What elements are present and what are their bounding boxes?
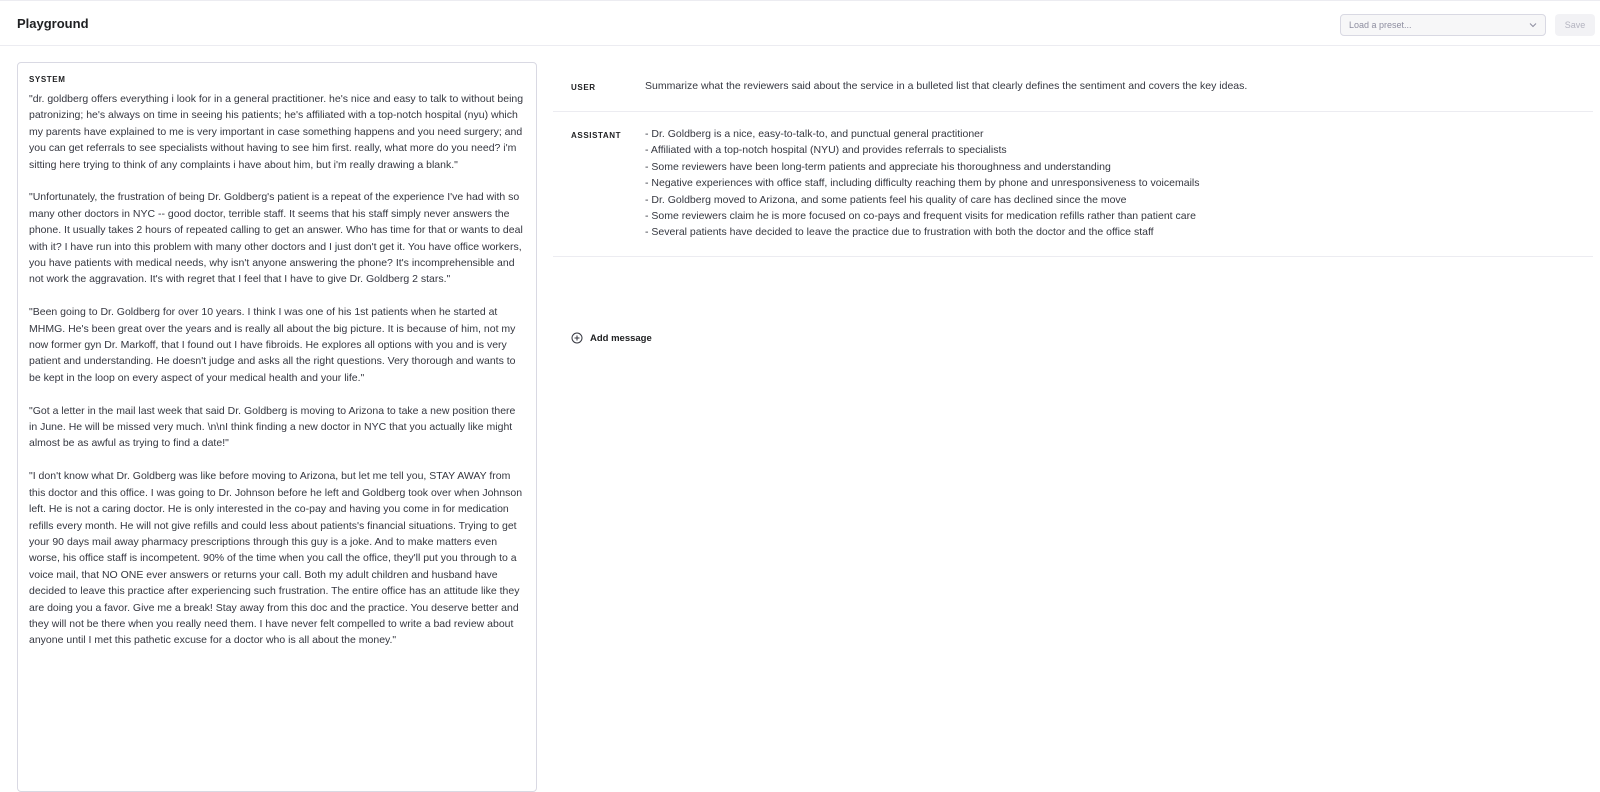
preset-select-placeholder: Load a preset... <box>1349 20 1412 30</box>
message-line: - Negative experiences with office staff, including difficulty reaching them by phone and unresponsiveness to voicemails <box>645 177 1200 190</box>
message-line: - Some reviewers claim he is more focused on co-pays and frequent visits for medication refills rather than patient care <box>645 210 1196 223</box>
conversation <box>553 62 1593 344</box>
message-line: Summarize what the reviewers said about the service in a bulleted list that clearly defines the sentiment and covers the key ideas. <box>645 80 1248 92</box>
message-line: - Affiliated with a top-notch hospital (NYU) and provides referrals to specialists <box>645 144 1007 157</box>
chevron-down-icon <box>1528 20 1538 30</box>
message-line: - Some reviewers have been long-term patients and appreciate his thoroughness and understanding <box>645 160 1111 173</box>
page-title: Playground <box>17 16 89 31</box>
system-label: SYSTEM <box>29 75 66 84</box>
message-text[interactable] <box>645 126 1593 241</box>
message-text[interactable] <box>645 78 1593 94</box>
system-paragraph: "Got a letter in the mail last week that said Dr. Goldberg is moving to Arizona to take a new position there in June. He will be missed very much. \n\nI think finding a new doctor in NYC that you actually like might almost be as awful as trying to find a date!" <box>29 404 516 450</box>
system-prompt-panel[interactable] <box>17 62 537 792</box>
system-prompt-text[interactable] <box>29 91 526 649</box>
message-role[interactable]: ASSISTANT <box>571 131 622 140</box>
system-paragraph: "I don't know what Dr. Goldberg was like before moving to Arizona, but let me tell you, STAY AWAY from this doctor and this office. I was going to Dr. Johnson before he left and Goldberg took over when Johnson left. He is not a caring doctor. He is only interested in the co-pay and having you come in for medication refills every month. He will not give refills and could less about patients's financial situations. Trying to get your 90 days mail away pharmacy prescriptions through this guy is a joke. And to make matters even worse, his office staff is incompetent. 90% of the time when you call the office, they'll put you through to a voice mail, that NO ONE ever answers or returns your call. Both my adult children and husband have decided to leave this practice after experiencing such frustration. The entire office has an attitude like they are doing you a favor. Give me a break! Stay away from this doc and the practice. You deserve better and they will not be there when you really need them. I have never felt compelled to write a bad review about anyone until I met this pathetic excuse for a doctor who is all about the money." <box>29 470 523 647</box>
message-line: - Several patients have decided to leave the practice due to frustration with both the doctor and the office staff <box>645 226 1154 239</box>
add-message-button[interactable] <box>571 332 652 344</box>
preset-select[interactable] <box>1340 14 1546 36</box>
add-message-label: Add message <box>590 332 652 344</box>
message-line: - Dr. Goldberg moved to Arizona, and some patients feel his quality of care has declined since the move <box>645 193 1127 206</box>
message-assistant[interactable] <box>553 112 1593 257</box>
message-role[interactable]: USER <box>571 83 596 92</box>
system-paragraph: "dr. goldberg offers everything i look for in a general practitioner. he's nice and easy to talk to without being patronizing; he's always on time in seeing his patients; he's affiliated with a top-notch hospital (nyu) which my parents have explained to me is very important in case something happens and you need surgery; and you can get referrals to see specialists without having to see him first. really, what more do you need? i'm sitting here trying to think of any complaints i have about him, but i'm really drawing a blank." <box>29 93 524 171</box>
system-paragraph: "Unfortunately, the frustration of being Dr. Goldberg's patient is a repeat of the experience I've had with so many other doctors in NYC -- good doctor, terrible staff. It seems that his staff simply never answers the phone. It usually takes 2 hours of repeated calling to get an answer. Who has time for that or wants to deal with it? I have run into this problem with many other doctors and I just don't get it. You have office workers, you have patients with medical needs, why isn't anyone answering the phone? It's incomprehensible and not work the aggravation. It's with regret that I feel that I have to give Dr. Goldberg 2 stars." <box>29 191 523 286</box>
save-button[interactable]: Save <box>1555 14 1595 36</box>
plus-circle-icon <box>571 332 583 344</box>
message-line: - Dr. Goldberg is a nice, easy-to-talk-to, and punctual general practitioner <box>645 128 984 140</box>
message-user[interactable] <box>553 62 1593 112</box>
top-bar <box>0 0 1600 46</box>
system-paragraph: "Been going to Dr. Goldberg for over 10 years. I think I was one of his 1st patients when he started at MHMG. He's been great over the years and is really all about the big picture. It is because of him, not my now former gyn Dr. Markoff, that I found out I have fibroids. He explores all options with you and is very patient and understanding. He doesn't judge and asks all the right questions. Very thorough and wants to be kept in the loop on every aspect of your medical health and your life." <box>29 306 516 384</box>
